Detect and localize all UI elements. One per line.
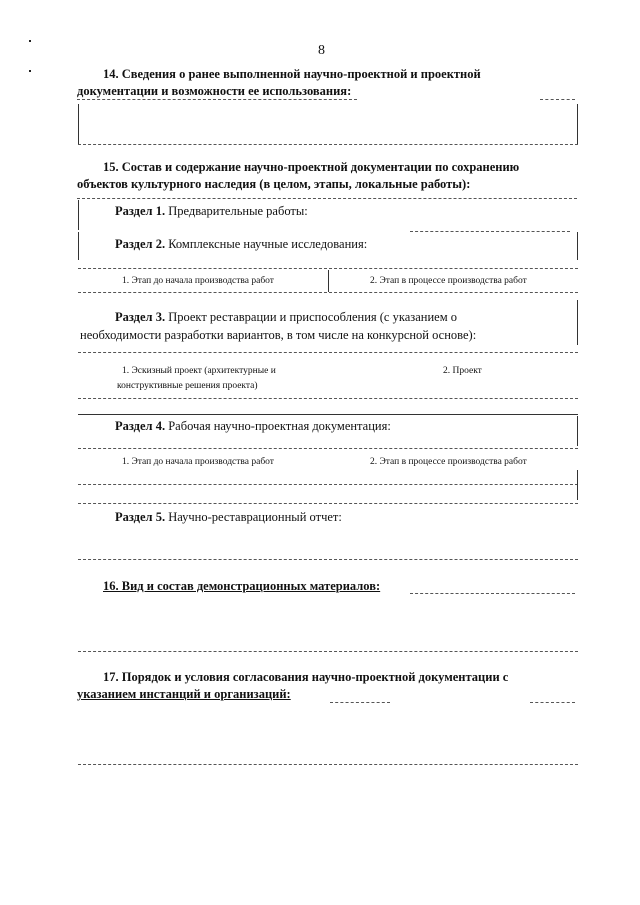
razdel-1-text: Предварительные работы: xyxy=(168,204,308,218)
section-15-heading-line2: объектов культурного наследия (в целом, этапы, локальные работы): xyxy=(77,177,471,191)
section-17-heading-line1: 17. Порядок и условия согласования научно-проектной документации с xyxy=(103,670,509,684)
razdel-3-option-1-line1: 1. Эскизный проект (архитектурные и xyxy=(122,366,276,376)
razdel-3-option-1-line2: конструктивные решения проекта) xyxy=(117,381,258,391)
razdel-2-text: Комплексные научные исследования: xyxy=(168,237,368,251)
page-number: 8 xyxy=(318,43,325,58)
section-16-heading: 16. Вид и состав демонстрационных материалов: xyxy=(103,579,381,593)
section-14-heading-line1: 14. Сведения о ранее выполненной научно-проектной и проектной xyxy=(103,67,481,81)
razdel-2-stage-2: 2. Этап в процессе производства работ xyxy=(370,276,527,286)
razdel-1-label: Раздел 1. xyxy=(115,204,166,218)
razdel-3-option-2: 2. Проект xyxy=(443,366,482,376)
razdel-5 xyxy=(115,511,342,524)
razdel-3-text-line2: необходимости разработки вариантов, в том числе на конкурсной основе): xyxy=(80,328,477,342)
section-17-heading-line2: указанием инстанций и организаций: xyxy=(77,687,291,701)
razdel-4-text: Рабочая научно-проектная документация: xyxy=(168,419,391,433)
razdel-4 xyxy=(115,420,391,433)
razdel-2-stage-1: 1. Этап до начала производства работ xyxy=(122,276,274,286)
margin-mark xyxy=(29,40,31,42)
razdel-5-text: Научно-реставрационный отчет: xyxy=(168,510,342,524)
razdel-5-answer-field[interactable] xyxy=(78,528,578,560)
razdel-4-stage-1: 1. Этап до начала производства работ xyxy=(122,457,274,467)
margin-mark xyxy=(29,70,31,72)
section-14-heading-line2: документации и возможности ее использования: xyxy=(77,84,352,98)
razdel-3-label: Раздел 3. xyxy=(115,310,166,324)
razdel-1 xyxy=(115,205,308,218)
razdel-3-line1 xyxy=(115,311,457,324)
razdel-5-label: Раздел 5. xyxy=(115,510,166,524)
section-14-answer-field[interactable] xyxy=(78,102,578,144)
section-16-answer-field[interactable] xyxy=(78,600,578,650)
razdel-2 xyxy=(115,238,367,251)
razdel-2-label: Раздел 2. xyxy=(115,237,166,251)
razdel-4-label: Раздел 4. xyxy=(115,419,166,433)
razdel-4-stage-2: 2. Этап в процессе производства работ xyxy=(370,457,527,467)
section-17-answer-field[interactable] xyxy=(78,708,578,763)
section-15-heading-line1: 15. Состав и содержание научно-проектной документации по сохранению xyxy=(103,160,520,174)
razdel-3-text-line1: Проект реставрации и приспособления (с указанием о xyxy=(168,310,457,324)
